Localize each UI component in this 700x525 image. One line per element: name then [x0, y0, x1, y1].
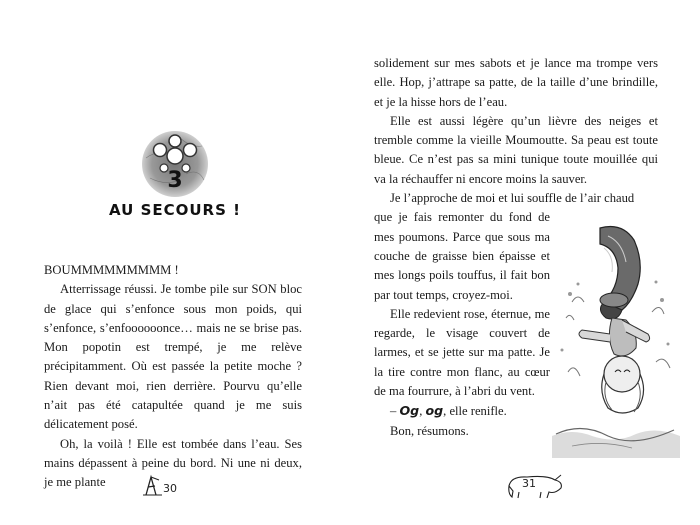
page-number: 31 [522, 477, 536, 490]
chapter-number: 3 [167, 168, 183, 193]
page-number-left [140, 473, 200, 499]
og-word: Og [399, 403, 420, 419]
page-number-right [503, 472, 569, 500]
paragraph: solidement sur mes sabots et je lance ma trompe vers elle. Hop, j’attrape sa patte, de la taille d’une brindille, et je la hisse hors de l’eau. [374, 56, 658, 109]
og-word: og [425, 403, 444, 419]
dialogue-rest: , elle renifle. [443, 404, 507, 419]
paragraph: Elle est aussi légère qu’un lièvre des neiges et tremble comme la vieille Moumoutte. Sa peau est toute bleue. Ce n’est pas sa mini tunique toute mouillée qui va la réchauffer ni encore moins la sauver. [374, 113, 658, 186]
trunk-lifting-girl-illustration-icon [552, 222, 680, 458]
paragraph: Atterrissage réussi. Je tombe pile sur SON bloc de glace qui s’enfonce sous mon poids, qui s’enfonce, s’enfoooooonce… mais ne se brise pas. Mon popotin est trempé, je me relève précipitamment. Où est passée la petite moche ? Rien devant moi, rien derrière. Pourvu qu’elle n’ait pas été catapultée quand je me suis délicatement posé. [44, 282, 302, 432]
dialogue-dash: – [390, 404, 400, 419]
paragraph: Je l’approche de moi et lui souffle de l’air chaud [390, 191, 635, 206]
paragraph: BOUMMMMMMMMM ! [44, 263, 179, 277]
paragraph: Bon, résumons. [390, 423, 469, 438]
og-separator: , [419, 404, 426, 419]
left-page-text [44, 261, 302, 493]
bison-sketch-icon [503, 472, 569, 500]
chapter-title: AU SECOURS ! [109, 201, 241, 219]
paragraph: Oh, la voilà ! Elle est tombée dans l’eau. Ses mains dépassent à peine du bord. Ni une ni deux, je me plante [44, 436, 302, 490]
paragraph: que je fais remonter du fond de mes poumons. Parce que sous ma couche de graisse bien épaisse et mes longs poils touffus, il fait bon par tout temps, croyez-moi. [374, 210, 550, 302]
dialogue-line [374, 401, 550, 421]
page-number: 30 [163, 482, 177, 495]
paragraph: Elle redevient rose, éternue, me regarde, le visage couvert de larmes, et se jette sur ma patte. Je la tire contre mon flanc, au cœur de ma fourrure, à l’abri du vent. [374, 306, 550, 399]
